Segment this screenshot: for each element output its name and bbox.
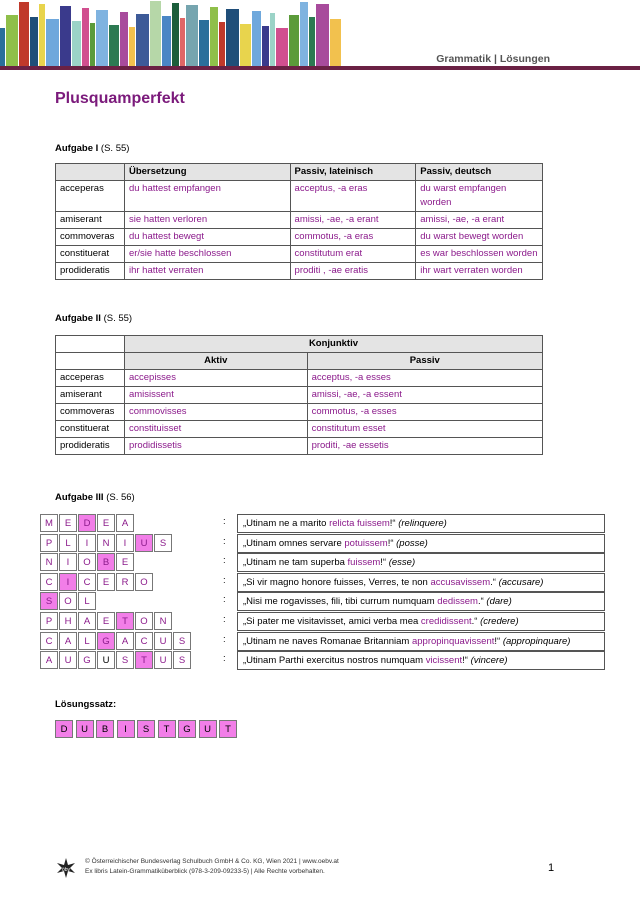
crossword-cell: P [40,612,58,630]
book-spine [6,15,18,66]
sentence-post: .“ [490,576,499,588]
t2-solution-cell: commovisses [124,404,307,421]
crossword-cell: S [173,651,191,669]
book-spine [162,16,171,66]
crossword-cell: T [135,651,153,669]
sentence-row [237,534,605,553]
sentence-pre: „Utinam ne tam superba [243,557,348,569]
t2-corner [56,336,125,353]
book-spine [96,10,108,66]
book-spine [19,2,29,66]
t2-solution-cell: amissi, -ae, -a essent [307,387,542,404]
crossword-cell: I [59,573,77,591]
crossword-cell: P [40,534,58,552]
sentence-sol: relicta fuissem [329,518,390,529]
t1-verb-cell: acceperas [56,181,125,212]
table-row [56,404,543,421]
colon-separator: : [223,594,226,606]
t2-solution-cell: commotus, -a esses [307,404,542,421]
t2-verb-cell: constituerat [56,421,125,438]
sentence-pre: „Si pater me visitavisset, amici verba mea [243,616,421,627]
t1-solution-cell: du hattest bewegt [124,229,290,246]
solution-cell: G [178,720,196,738]
book-spine [60,6,71,66]
colon-separator: : [223,535,226,547]
t2-header: Aktiv [124,353,307,370]
crossword-cell: S [154,534,172,552]
t1-verb-cell: amiserant [56,212,125,229]
crossword-cell: O [135,612,153,630]
crossword-cell: C [40,632,58,650]
sentence-hint: (credere) [480,616,519,627]
solution-cell: B [96,720,114,738]
t1-solution-cell: sie hatten verloren [124,212,290,229]
book-spine [240,24,251,66]
colon-separator: : [223,633,226,645]
book-spine [276,28,288,66]
t1-solution-cell: es war beschlossen worden [416,246,543,263]
crossword-cell: C [78,573,96,591]
crossword-cell: E [97,573,115,591]
task-1-table [55,163,543,280]
sentence-hint: (accusare) [498,576,544,588]
sentence-pre: „Utinam ne a marito [243,518,330,529]
crossword-cell: M [40,514,58,532]
t1-solution-cell: constitutum erat [290,246,416,263]
t1-verb-cell: prodideratis [56,263,125,280]
sentence-post: .“ [477,596,487,608]
sentence-hint: (appropinquare) [502,635,571,647]
task-2-table [55,335,543,455]
sentence-row [237,592,605,611]
crossword-cell: C [135,632,153,650]
sentence-row [237,573,605,592]
sentence-post: .“ [471,616,481,627]
sentence-hint: (esse) [388,557,416,569]
solution-cell: U [199,720,217,738]
sentence-hint: (vincere) [470,655,508,667]
book-spine [150,1,161,66]
book-spine [186,5,198,66]
t1-solution-cell: amissi, -ae, -a erant [290,212,416,229]
footer-copyright: © Österreichischer Bundesverlag Schulbuch GmbH & Co. KG, Wien 2021 | www.oebv.at [85,858,339,865]
t2-solution-cell: acceptus, -a esses [307,370,542,387]
book-spine [289,15,299,66]
book-spine [30,17,38,66]
sentence-sol: fuissem [347,557,381,569]
sentence-row [237,553,605,572]
colon-separator: : [223,653,226,665]
t2-solution-cell: constitutum esset [307,421,542,438]
t2-solution-cell: prodidissetis [124,438,307,455]
crossword-cell: E [97,612,115,630]
colon-separator: : [223,614,226,625]
task-2-label: Aufgabe II (S. 55) [55,313,133,324]
table-row [56,263,543,280]
t2-solution-cell: constituisset [124,421,307,438]
t2-solution-cell: accepisses [124,370,307,387]
book-spine [120,12,128,66]
t2-verb-cell: amiserant [56,387,125,404]
colon-separator: : [223,574,226,586]
book-spine [300,2,308,66]
book-spine [72,21,81,66]
solution-cell: U [76,720,94,738]
crossword-cell: S [40,592,58,610]
solution-cell: S [137,720,155,738]
sentence-post: !“ [494,635,503,647]
crossword-cell: U [154,632,172,650]
t2-verb-cell: prodideratis [56,438,125,455]
crossword-cell: O [135,573,153,591]
sentence-row [237,514,605,533]
crossword-cell: E [116,553,134,571]
table-row [56,421,543,438]
table-row [56,370,543,387]
task-3-label: Aufgabe III (S. 56) [55,492,135,503]
t1-solution-cell: commotus, -a eras [290,229,416,246]
book-spine [226,9,239,66]
table-row [56,181,543,212]
book-spine [172,3,179,66]
sentence-sol: vicissent [425,655,463,667]
crossword-cell: N [154,612,172,630]
sentence-row [237,651,605,670]
crossword-cell: T [116,612,134,630]
book-spine [262,26,269,66]
crossword-cell: U [154,651,172,669]
book-spine [210,7,218,66]
crossword-cell: O [59,592,77,610]
page-title: Plusquamperfekt [55,90,185,107]
crossword-cell: U [59,651,77,669]
crossword-cell: N [97,534,115,552]
crossword-cell: G [97,632,115,650]
book-spine [0,28,5,66]
sentence-row [237,612,605,631]
crossword-cell: A [78,612,96,630]
t1-header: Passiv, lateinisch [290,164,416,181]
table-row [56,246,543,263]
t1-solution-cell: er/sie hatte beschlossen [124,246,290,263]
colon-separator: : [223,516,226,527]
sentence-sol: dedissem [437,596,478,608]
sentence-post: !“ [387,537,397,549]
book-spine [129,27,135,66]
table-row [56,438,543,455]
book-spine [90,23,95,66]
sentence-post: !“ [380,557,389,569]
t1-solution-cell: amissi, -ae, -a erant [416,212,543,229]
sentence-sol: potuissem [344,537,388,549]
book-spine [252,11,261,66]
crossword-cell: G [78,651,96,669]
crossword-cell: S [116,651,134,669]
crossword-cell: U [135,534,153,552]
sentence-sol: appropinquavissent [411,635,495,647]
table-row [56,212,543,229]
book-spine [39,4,45,66]
t2-header: Passiv [307,353,542,370]
crossword-cell: I [116,534,134,552]
book-spine [180,18,185,66]
t1-header: Übersetzung [124,164,290,181]
t2-verb-cell: acceperas [56,370,125,387]
publisher-logo-icon [55,857,77,879]
t1-verb-cell: commoveras [56,229,125,246]
crossword-cell: E [59,514,77,532]
book-spine [46,19,59,66]
book-spine [82,8,89,66]
sentence-sol: credidissent [420,616,472,627]
header-label: Grammatik | Lösungen [436,53,550,65]
solution-label: Lösungssatz: [55,699,117,710]
book-spine [309,17,315,66]
header-bar [0,66,640,70]
svg-text:öbv: öbv [61,867,71,873]
sentence-post: !“ [462,655,471,667]
crossword-cell: N [40,553,58,571]
t1-header [56,164,125,181]
sentence-pre: „Utinam Parthi exercitus nostros numquam [243,655,426,667]
t1-header: Passiv, deutsch [416,164,543,181]
solution-cell: T [158,720,176,738]
book-spine [270,13,275,66]
book-spine [330,19,341,66]
t1-solution-cell: proditi , -ae eratis [290,263,416,280]
book-spine [109,25,119,66]
sentence-hint: (relinquere) [398,518,447,529]
sentence-row [237,632,605,651]
crossword-cell: L [78,592,96,610]
crossword-cell: D [78,514,96,532]
crossword-cell: E [97,514,115,532]
solution-cell: T [219,720,237,738]
t2-solution-cell: amisissent [124,387,307,404]
crossword-cell: A [116,632,134,650]
crossword-cell: H [59,612,77,630]
crossword-cell: U [97,651,115,669]
sentence-post: !“ [389,518,399,529]
table-row [56,229,543,246]
sentence-hint: (posse) [396,537,428,549]
t1-solution-cell: du hattest empfangen [124,181,290,212]
crossword-cell: A [116,514,134,532]
crossword-cell: I [78,534,96,552]
t1-solution-cell: acceptus, -a eras [290,181,416,212]
crossword-cell: L [78,632,96,650]
page-number: 1 [548,862,555,874]
book-spine [199,20,209,66]
sentence-pre: „Utinam ne naves Romanae Britanniam [243,635,412,647]
t1-solution-cell: du warst empfangen worden [416,181,543,212]
book-spine [136,14,149,66]
t1-solution-cell: du warst bewegt worden [416,229,543,246]
crossword-cell: R [116,573,134,591]
book-spine [219,22,225,66]
book-spine [316,4,329,66]
t2-group-header: Konjunktiv [124,336,542,353]
footer-rights: Ex libris Latein-Grammatiküberblick (978-3-209-09233-5) | Alle Rechte vorbehalten. [85,868,325,875]
solution-cell: D [55,720,73,738]
crossword-cell: I [59,553,77,571]
crossword-cell: A [40,651,58,669]
colon-separator: : [223,555,226,567]
sentence-sol: accusavissem [430,576,491,588]
sentence-hint: (dare) [486,596,512,608]
sentence-pre: „Si vir magno honore fuisses, Verres, te non [243,576,431,588]
sentence-pre: „Nisi me rogavisses, fili, tibi currum numquam [243,596,438,608]
t1-solution-cell: ihr hattet verraten [124,263,290,280]
sentence-pre: „Utinam omnes servare [243,537,345,549]
crossword-cell: C [40,573,58,591]
task-1-label: Aufgabe I (S. 55) [55,143,130,154]
crossword-cell: A [59,632,77,650]
crossword-cell: L [59,534,77,552]
crossword-cell: B [97,553,115,571]
solution-cell: I [117,720,135,738]
crossword-cell: S [173,632,191,650]
t1-verb-cell: constituerat [56,246,125,263]
t2-verb-cell: commoveras [56,404,125,421]
table-row [56,387,543,404]
t2-corner [56,353,125,370]
crossword-cell: O [78,553,96,571]
t2-solution-cell: proditi, -ae essetis [307,438,542,455]
t1-solution-cell: ihr wart verraten worden [416,263,543,280]
